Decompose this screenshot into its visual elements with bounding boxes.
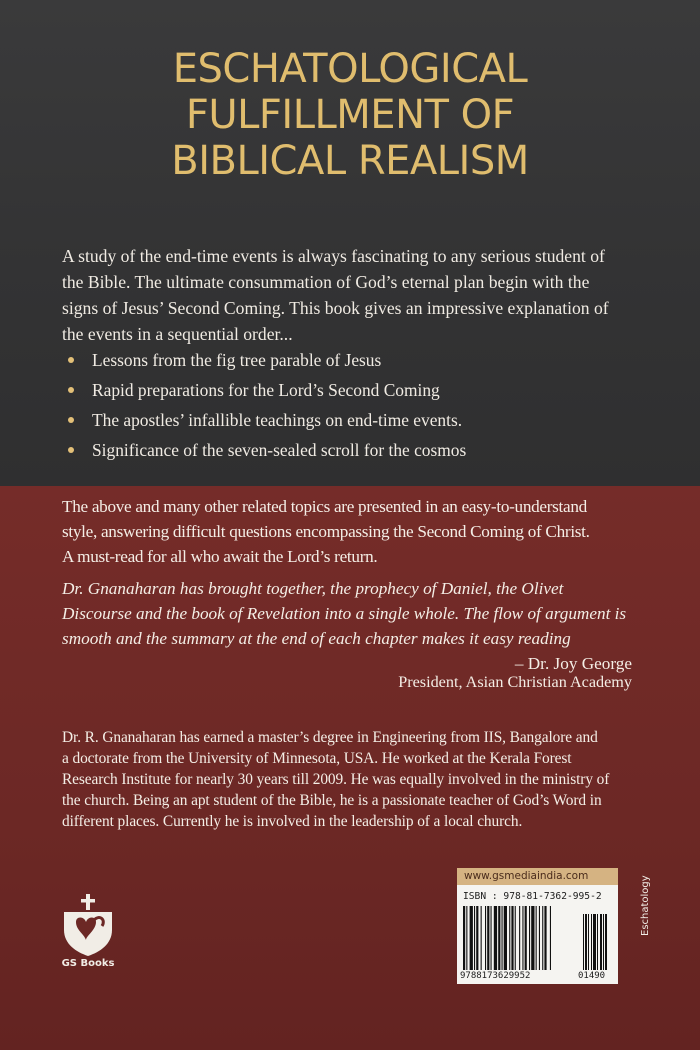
title-line-3: BIBLICAL REALISM [171,138,529,184]
bullet-dot-icon [68,417,74,423]
bio-line: different places. Currently he is involved in the leadership of a local church. [62,813,523,830]
bullet-text: The apostles’ infallible teachings on end-time events. [92,410,463,430]
publisher-logo [56,892,120,1002]
category-label: Eschatology [640,875,651,936]
topics-line: The above and many other related topics are presented in an easy-to-understand [62,497,587,516]
shield-cross-icon [56,892,120,958]
bio-line: a doctorate from the University of Minnesota, USA. He worked at the Kerala Forest [62,750,572,767]
intro-line: the events in a sequential order... [62,324,293,344]
bio-line: Research Institute for nearly 30 years till 2009. He was equally involved in the ministry of [62,771,610,788]
intro-paragraph [62,243,662,347]
barcode-panel [457,868,618,984]
topic-bullet-list [66,349,466,469]
quote-line: Dr. Gnanaharan has brought together, the prophecy of Daniel, the Olivet [62,579,564,598]
publisher-name: GS Books [61,958,115,969]
intro-line: signs of Jesus’ Second Coming. This book gives an impressive explanation of [62,298,609,318]
bullet-dot-icon [68,447,74,453]
barcode-number: 9788173629952 [460,971,531,981]
bullet-item [66,349,466,371]
endorsement-quote [62,576,662,651]
title-line-2: FULFILLMENT OF [185,92,515,138]
title-line-1: ESCHATOLOGICAL [172,46,528,92]
bullet-text: Lessons from the fig tree parable of Jesus [92,350,382,370]
bullet-text: Rapid preparations for the Lord’s Second Coming [92,380,440,400]
bullet-dot-icon [68,387,74,393]
author-bio [62,727,662,832]
isbn-text: ISBN : 978-81-7362-995-2 [463,891,602,902]
quote-author-role: President, Asian Christian Academy [398,673,632,691]
bio-line: Dr. R. Gnanaharan has earned a master’s degree in Engineering from IIS, Bangalore and [62,729,598,746]
bullet-item [66,379,466,401]
barcode-image [463,906,613,970]
bullet-dot-icon [68,357,74,363]
intro-line: the Bible. The ultimate consummation of God’s eternal plan begin with the [62,272,590,292]
bullet-item [66,409,466,431]
bio-line: the church. Being an apt student of the Bible, he is a passionate teacher of God’s Word in [62,792,602,809]
topics-line: style, answering difficult questions encompassing the Second Coming of Christ. [62,522,590,541]
bullet-text: Significance of the seven-sealed scroll for the cosmos [92,440,467,460]
topics-paragraph [62,494,662,569]
topics-line: A must-read for all who await the Lord’s return. [62,547,378,566]
book-title [0,46,700,184]
quote-line: Discourse and the book of Revelation into a single whole. The flow of argument is [62,604,627,623]
quote-line: smooth and the summary at the end of each chapter makes it easy reading [62,629,571,648]
quote-author: – Dr. Joy George [514,654,632,673]
publisher-website: www.gsmediaindia.com [457,868,618,885]
intro-line: A study of the end-time events is always fascinating to any serious student of [62,246,605,266]
barcode-addon: 01490 [578,971,606,981]
bullet-item [66,439,466,461]
